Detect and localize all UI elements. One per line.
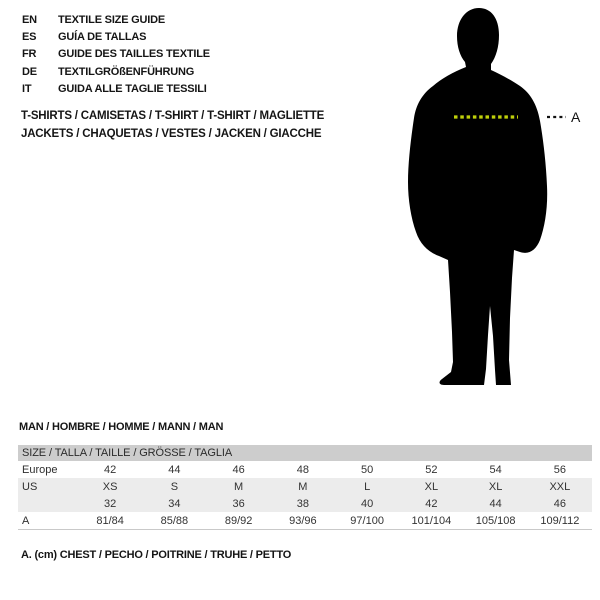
cell: 42 — [104, 463, 117, 476]
cell: XXL — [528, 478, 592, 495]
cell: 101/104 — [411, 514, 452, 527]
lang-label: GUIDA ALLE TAGLIE TESSILI — [58, 82, 207, 95]
size-table-header-row — [18, 445, 592, 461]
lang-code: FR — [22, 48, 37, 61]
row-label: US — [18, 478, 78, 495]
lang-row-en — [22, 12, 210, 29]
cell: 42 — [399, 495, 463, 512]
lang-code: DE — [22, 65, 37, 78]
table-row-us-letters — [18, 478, 592, 495]
cell: 89/92 — [224, 514, 253, 527]
lang-row-fr — [22, 46, 210, 63]
cell: 36 — [207, 495, 271, 512]
cell: 93/96 — [289, 514, 317, 527]
cell: 32 — [78, 495, 142, 512]
lang-row-es — [22, 29, 210, 46]
lang-label: TEXTILGRÖßENFÜHRUNG — [58, 65, 195, 78]
lang-label: GUÍA DE TALLAS — [58, 31, 147, 44]
cell: 105/108 — [475, 514, 516, 527]
cell: 40 — [335, 495, 399, 512]
cell: XL — [464, 478, 528, 495]
row-label: A — [22, 514, 30, 527]
lang-row-de — [22, 64, 210, 81]
man-silhouette — [395, 0, 600, 400]
cell: 46 — [232, 463, 245, 476]
cell: 54 — [489, 463, 502, 476]
cell: 48 — [296, 463, 309, 476]
size-table — [18, 445, 592, 530]
man-silhouette-shape — [408, 8, 547, 385]
measure-label-a: A — [571, 109, 581, 125]
cell: 52 — [425, 463, 438, 476]
cell: 81/84 — [96, 514, 124, 527]
cell: M — [271, 478, 335, 495]
lang-code: ES — [22, 31, 37, 44]
cell: 109/112 — [540, 514, 580, 527]
cell: 56 — [553, 463, 566, 476]
cell: S — [142, 478, 206, 495]
cell: M — [207, 478, 271, 495]
lang-row-it — [22, 81, 210, 98]
cell: 46 — [528, 495, 592, 512]
garment-categories — [21, 107, 324, 143]
cell: L — [335, 478, 399, 495]
row-label — [18, 495, 78, 512]
section-title-man: MAN / HOMBRE / HOMME / MANN / MAN — [19, 421, 224, 433]
cell: 38 — [271, 495, 335, 512]
cell: 50 — [361, 463, 374, 476]
language-guide — [22, 12, 210, 98]
category-line-tshirts: T-SHIRTS / CAMISETAS / T-SHIRT / T-SHIRT / MAGLIETTE — [21, 110, 325, 122]
table-row-us-numbers — [18, 495, 592, 512]
table-row-a-chest — [18, 512, 592, 530]
lang-label: TEXTILE SIZE GUIDE — [58, 14, 166, 26]
cell: 34 — [142, 495, 206, 512]
measurement-figure — [395, 0, 600, 400]
row-label: Europe — [22, 463, 58, 476]
lang-label: GUIDE DES TAILLES TEXTILE — [58, 48, 210, 61]
measurement-footnote: A. (cm) CHEST / PECHO / POITRINE / TRUHE / PETTO — [21, 549, 292, 561]
category-line-jackets: JACKETS / CHAQUETAS / VESTES / JACKEN / GIACCHE — [21, 128, 322, 140]
lang-code: EN — [22, 14, 37, 26]
cell: XS — [78, 478, 142, 495]
cell: 44 — [464, 495, 528, 512]
size-table-header: SIZE / TALLA / TAILLE / GRÖSSE / TAGLIA — [18, 445, 592, 461]
cell: 44 — [168, 463, 181, 476]
table-row-europe — [18, 461, 592, 478]
lang-code: IT — [22, 82, 32, 95]
cell: 97/100 — [350, 514, 384, 527]
cell: 85/88 — [160, 514, 189, 527]
cell: XL — [399, 478, 463, 495]
